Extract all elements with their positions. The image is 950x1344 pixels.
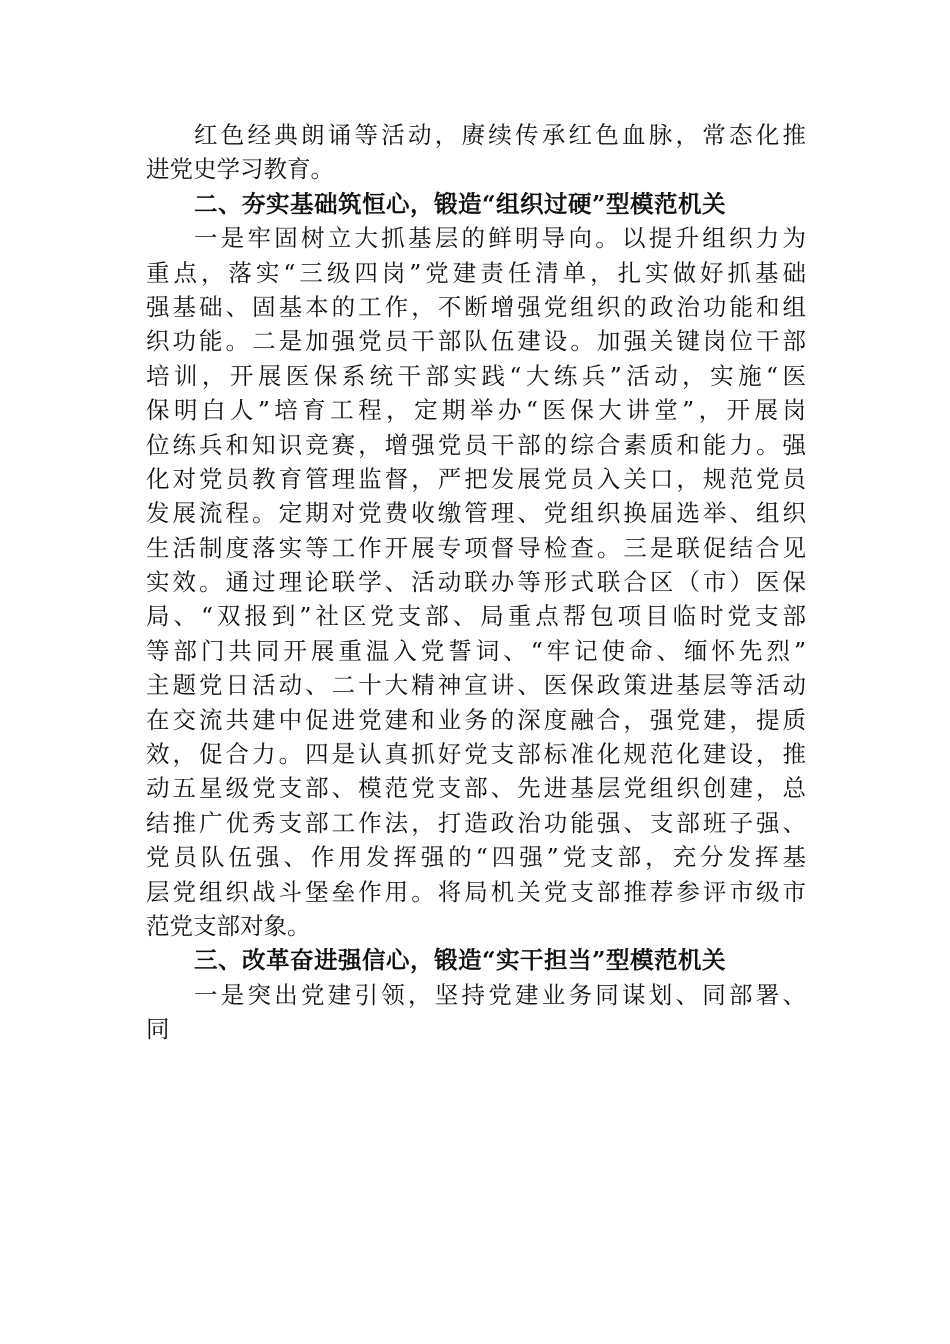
paragraph-line: 同 <box>146 1015 170 1044</box>
section-heading: 二、夯实基础筑恒心，锻造“组织过硬”型模范机关 <box>194 189 727 218</box>
paragraph-line: 强基础、固基本的工作，不断增强党组织的政治功能和组 <box>146 292 806 321</box>
paragraph-line: 红色经典朗诵等活动，赓续传承红色血脉，常态化推 <box>194 121 806 149</box>
paragraph-line: 局、“双报到”社区党支部、局重点帮包项目临时党支部 <box>146 602 806 631</box>
paragraph-line: 动五星级党支部、模范党支部、先进基层党组织创建，总 <box>146 774 806 803</box>
paragraph-line: 保明白人”培育工程，定期举办“医保大讲堂”，开展岗 <box>146 396 806 425</box>
paragraph-line: 化对党员教育管理监督，严把发展党员入关口，规范党员 <box>146 464 806 493</box>
section-heading: 三、改革奋进强信心，锻造“实干担当”型模范机关 <box>194 946 727 975</box>
paragraph-line: 在交流共建中促进党建和业务的深度融合，强党建，提质 <box>146 705 806 734</box>
paragraph-line: 主题党日活动、二十大精神宣讲、医保政策进基层等活动 <box>146 671 806 700</box>
paragraph-line: 位练兵和知识竞赛，增强党员干部的综合素质和能力。强 <box>146 430 806 459</box>
paragraph-line: 进党史学习教育。 <box>146 155 334 184</box>
paragraph-line: 重点，落实“三级四岗”党建责任清单，扎实做好抓基础 <box>146 258 806 287</box>
paragraph-line: 等部门共同开展重温入党誓词、“牢记使命、缅怀先烈” <box>146 636 806 665</box>
paragraph-line: 培训，开展医保系统干部实践“大练兵”活动，实施“医 <box>146 361 806 390</box>
paragraph-line: 发展流程。定期对党费收缴管理、党组织换届选举、组织 <box>146 499 806 528</box>
paragraph-line: 生活制度落实等工作开展专项督导检查。三是联促结合见 <box>146 533 806 562</box>
paragraph-line: 效，促合力。四是认真抓好党支部标准化规范化建设，推 <box>146 740 806 769</box>
paragraph-line: 层党组织战斗堡垒作用。将局机关党支部推荐参评市级市 <box>146 877 806 906</box>
paragraph-line: 一是牢固树立大抓基层的鲜明导向。以提升组织力为 <box>194 224 806 253</box>
document-page <box>146 118 806 1047</box>
paragraph-line: 范党支部对象。 <box>146 911 311 940</box>
paragraph-line: 结推广优秀支部工作法，打造政治功能强、支部班子强、 <box>146 808 806 837</box>
paragraph-line: 实效。通过理论联学、活动联办等形式联合区（市）医保 <box>146 568 806 597</box>
paragraph-line: 党员队伍强、作用发挥强的“四强”党支部，充分发挥基 <box>146 843 806 872</box>
paragraph-line: 一是突出党建引领，坚持党建业务同谋划、同部署、 <box>194 980 806 1009</box>
paragraph-line: 织功能。二是加强党员干部队伍建设。加强关键岗位干部 <box>146 327 806 356</box>
